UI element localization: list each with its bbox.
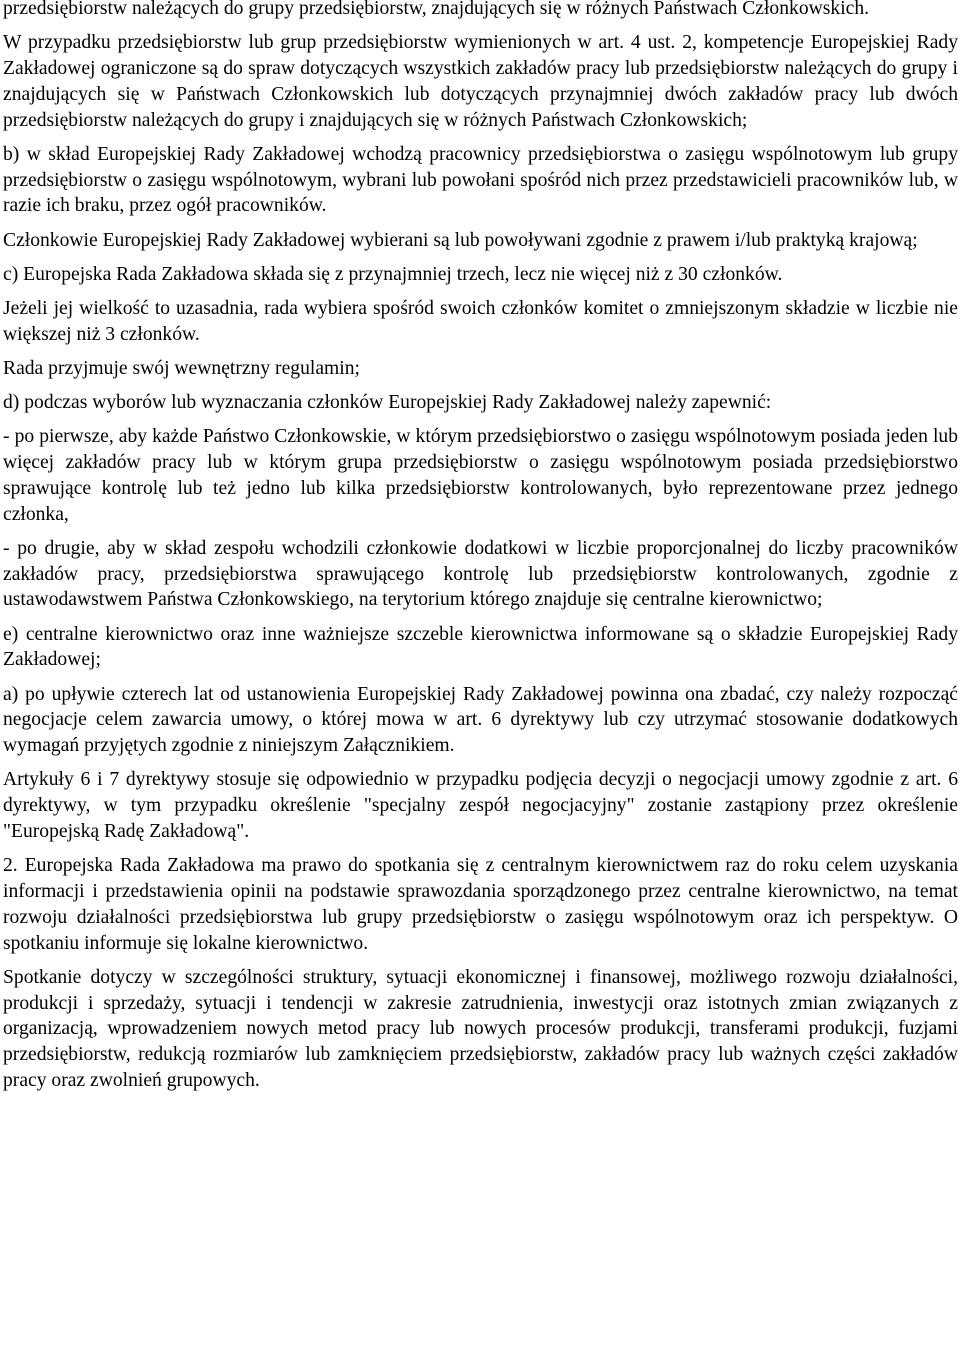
paragraph-second-condition: - po drugie, aby w skład zespołu wchodzili członkowie dodatkowi w liczbie proporcjonalnej do liczby pracowników zakładów pracy, przedsiębiorstwa sprawującego kontrolę lub przedsiębiorstw kontrolowanych, zgodnie z ustawodawstwem Państwa Członkowskiego, na terytorium którego znajduje się centralne kierownictwo; — [3, 537, 958, 611]
paragraph-point-e: e) centralne kierownictwo oraz inne ważniejsze szczeble kierownictwa informowane są o składzie Europejskiej Rady Zakładowej; — [3, 623, 958, 671]
document-page — [3, 0, 958, 1094]
paragraph-section-2: 2. Europejska Rada Zakładowa ma prawo do spotkania się z centralnym kierownictwem raz do roku celem uzyskania informacji i przedstawienia opinii na podstawie sprawozdania sporządzonego przez centralne kierownictwo, na temat rozwoju działalności przedsiębiorstwa lub grupy przedsiębiorstw o zasięgu wspólnotowym oraz ich perspektyw. O spotkaniu informuje się lokalne kierownictwo. — [3, 855, 958, 954]
paragraph-point-d: d) podczas wyborów lub wyznaczania członków Europejskiej Rady Zakładowej należy zapewnić: — [3, 392, 772, 414]
paragraph-point-c: c) Europejska Rada Zakładowa składa się z przynajmniej trzech, lecz nie więcej niż z 30 członków. — [3, 263, 783, 285]
paragraph-four-years-review: a) po upływie czterech lat od ustanowienia Europejskiej Rady Zakładowej powinna ona zbadać, czy należy rozpocząć negocjacje celem zawarcia umowy, o której mowa w art. 6 dyrektywy lub czy utrzymać stosowanie dodatkowych wymagań przyjętych zgodnie z niniejszym Załącznikiem. — [3, 683, 958, 757]
paragraph-competence-scope: W przypadku przedsiębiorstw lub grup przedsiębiorstw wymienionych w art. 4 ust. 2, kompetencje Europejskiej Rady Zakładowej ograniczone są do spraw dotyczących wszystkich zakładów pracy lub przedsiębiorstw należących do grupy i znajdujących się w Państwach Członkowskich lub dotyczących przynajmniej dwóch zakładów pracy lub dwóch przedsiębiorstw należących do grupy i znajdujących się w różnych Państwach Członkowskich; — [3, 32, 958, 131]
paragraph-members-election: Członkowie Europejskiej Rady Zakładowej wybierani są lub powoływani zgodnie z prawem i/lub praktyką krajową; — [3, 229, 918, 251]
paragraph-articles-6-7: Artykuły 6 i 7 dyrektywy stosuje się odpowiednio w przypadku podjęcia decyzji o negocjacji umowy zgodnie z art. 6 dyrektywy, w tym przypadku określenie "specjalny zespół negocjacyjny" zostanie zastąpiony przez określenie "Europejską Radę Zakładową". — [3, 769, 958, 842]
paragraph-continuation: przedsiębiorstw należących do grupy przedsiębiorstw, znajdujących się w różnych Państwach Członkowskich. — [3, 0, 870, 19]
paragraph-meeting-topics: Spotkanie dotyczy w szczególności struktury, sytuacji ekonomicznej i finansowej, możliwego rozwoju działalności, produkcji i sprzedaży, sytuacji i tendencji w zakresie zatrudnienia, inwestycji oraz istotnych zmian związanych z organizacją, wprowadzeniem nowych metod pracy lub nowych procesów produkcji, transferami produkcji, fuzjami przedsiębiorstw, redukcją rozmiarów lub zamknięciem przedsiębiorstw, zakładów pracy lub ważnych części zakładów pracy oraz zwolnień grupowych. — [3, 966, 958, 1091]
paragraph-point-b: b) w skład Europejskiej Rady Zakładowej wchodzą pracownicy przedsiębiorstwa o zasięgu wspólnotowym lub grupy przedsiębiorstw o zasięgu wspólnotowym, wybrani lub powołani spośród nich przez przedstawicieli pracowników lub, w razie ich braku, przez ogół pracowników. — [3, 143, 958, 217]
paragraph-committee: Jeżeli jej wielkość to uzasadnia, rada wybiera spośród swoich członków komitet o zmniejszonym składzie w liczbie nie większej niż 3 członków. — [3, 297, 958, 345]
paragraph-regulations: Rada przyjmuje swój wewnętrzny regulamin; — [3, 357, 360, 379]
paragraph-first-condition: - po pierwsze, aby każde Państwo Członkowskie, w którym przedsiębiorstwo o zasięgu wspólnotowym posiada jeden lub więcej zakładów pracy lub w którym grupa przedsiębiorstw o zasięgu wspólnotowym posiada przedsiębiorstwo sprawujące kontrolę lub też jedno lub kilka przedsiębiorstw kontrolowanych, było reprezentowane przez jednego członka, — [3, 426, 958, 525]
